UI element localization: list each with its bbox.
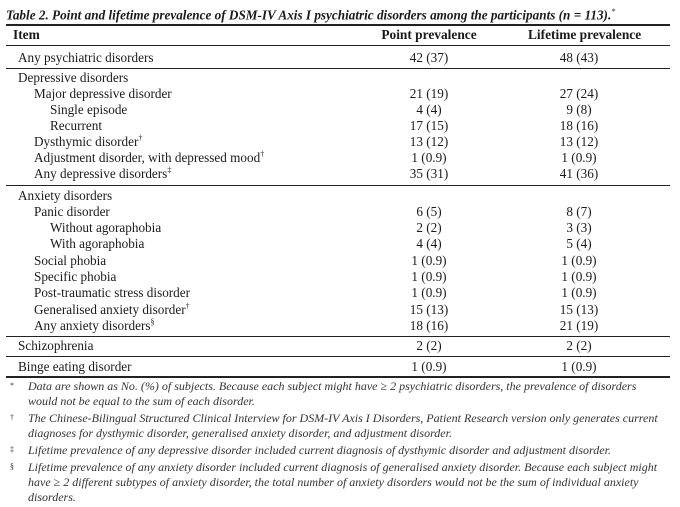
lifetime-value: 21 (19) <box>559 318 599 333</box>
footnote-text: The Chinese-Bilingual Structured Clinical Interview for DSM-IV Axis I Disorders, Patient Research version only generates current diagnoses for dysthymic disorder, generalised anxiety disorder, and adjustment disorder. <box>28 411 658 440</box>
header-point-prevalence: Point prevalence <box>381 27 477 42</box>
point-value: 6 (5) <box>416 204 442 219</box>
footnote-text: Data are shown as No. (%) of subjects. Because each subject might have ≥ 2 psychiatric disorders, the prevalence of disorders would not be equal to the sum of each disorder. <box>28 379 637 408</box>
row-label: Single episode <box>50 102 128 117</box>
point-value: 21 (19) <box>409 86 449 101</box>
footnote-mark: † <box>185 301 190 311</box>
point-value: 1 (0.9) <box>411 253 447 268</box>
row-label: Generalised anxiety disorder <box>34 302 186 317</box>
table-row <box>6 166 670 182</box>
table-row <box>6 359 670 375</box>
row-label: With agoraphobia <box>50 236 145 251</box>
lifetime-value: 27 (24) <box>559 86 599 101</box>
footnote <box>6 379 674 409</box>
section-rule <box>6 68 670 69</box>
footnote <box>6 411 674 441</box>
footnote-mark: § <box>150 317 155 327</box>
row-label: Binge eating disorder <box>18 359 132 374</box>
table-row <box>6 269 670 285</box>
table-row <box>6 86 670 102</box>
lifetime-value: 1 (0.9) <box>561 253 597 268</box>
table-row <box>6 253 670 269</box>
table-row <box>6 285 670 301</box>
row-label: Panic disorder <box>34 204 110 219</box>
row-label: Major depressive disorder <box>34 86 172 101</box>
lifetime-value: 2 (2) <box>566 338 592 353</box>
footnote-mark: † <box>260 149 265 159</box>
point-value: 18 (16) <box>409 318 449 333</box>
header-item: Item <box>13 27 40 42</box>
point-value: 35 (31) <box>409 166 449 181</box>
row-label: Any anxiety disorders <box>34 318 151 333</box>
row-label: Any depressive disorders <box>34 166 168 181</box>
lifetime-value: 13 (12) <box>559 134 599 149</box>
lifetime-value: 48 (43) <box>559 50 599 65</box>
lifetime-value: 9 (8) <box>566 102 592 117</box>
row-label: Specific phobia <box>34 269 117 284</box>
header-rule <box>6 45 670 46</box>
footnote-mark: † <box>138 133 143 143</box>
lifetime-value: 1 (0.9) <box>561 359 597 374</box>
header-row <box>6 27 670 43</box>
footnote-symbol: * <box>10 381 14 390</box>
point-value: 42 (37) <box>409 50 449 65</box>
point-value: 1 (0.9) <box>411 285 447 300</box>
point-value: 2 (2) <box>416 338 442 353</box>
point-value: 15 (13) <box>409 302 449 317</box>
row-label: Post-traumatic stress disorder <box>34 285 191 300</box>
row-label: Schizophrenia <box>18 338 94 353</box>
table-row <box>6 220 670 236</box>
section-rule <box>6 185 670 186</box>
point-value: 1 (0.9) <box>411 269 447 284</box>
row-label: Social phobia <box>34 253 107 268</box>
point-value: 1 (0.9) <box>411 150 447 165</box>
section-label: Depressive disorders <box>18 70 129 85</box>
table-row <box>6 150 670 166</box>
footnote <box>6 443 674 458</box>
caption-text: Table 2. Point and lifetime prevalence of DSM-IV Axis I psychiatric disorders among the participants (n = 113). <box>6 7 612 23</box>
table-row <box>6 338 670 354</box>
point-value: 4 (4) <box>416 236 442 251</box>
lifetime-value: 3 (3) <box>566 220 592 235</box>
header-lifetime-prevalence: Lifetime prevalence <box>528 27 642 42</box>
point-value: 2 (2) <box>416 220 442 235</box>
row-label: Adjustment disorder, with depressed mood <box>34 150 261 165</box>
table-row <box>6 188 670 204</box>
footnote-mark: ‡ <box>167 165 172 175</box>
lifetime-value: 1 (0.9) <box>561 269 597 284</box>
table-row <box>6 102 670 118</box>
point-value: 17 (15) <box>409 118 449 133</box>
footnote-symbol: † <box>10 413 14 422</box>
lifetime-value: 5 (4) <box>566 236 592 251</box>
bottom-rule <box>6 376 670 378</box>
footnote-text: Lifetime prevalence of any depressive disorder included current diagnosis of dysthymic disorder and adjustment disorder. <box>28 443 611 457</box>
table-row <box>6 236 670 252</box>
table-row <box>6 50 670 66</box>
top-rule <box>6 24 670 26</box>
table-row <box>6 70 670 86</box>
table-row <box>6 204 670 220</box>
footnotes <box>6 379 674 507</box>
row-label: Without agoraphobia <box>50 220 162 235</box>
lifetime-value: 8 (7) <box>566 204 592 219</box>
point-value: 4 (4) <box>416 102 442 117</box>
footnote <box>6 460 674 505</box>
table-row <box>6 118 670 134</box>
lifetime-value: 41 (36) <box>559 166 599 181</box>
section-rule <box>6 336 670 337</box>
table-row <box>6 318 670 334</box>
lifetime-value: 15 (13) <box>559 302 599 317</box>
caption-footnote-mark: * <box>611 7 616 16</box>
table-row <box>6 134 670 150</box>
row-label: Dysthymic disorder <box>34 134 139 149</box>
section-label: Anxiety disorders <box>18 188 113 203</box>
lifetime-value: 1 (0.9) <box>561 150 597 165</box>
lifetime-value: 1 (0.9) <box>561 285 597 300</box>
footnote-symbol: ‡ <box>10 445 14 454</box>
section-rule <box>6 356 670 357</box>
point-value: 13 (12) <box>409 134 449 149</box>
row-label: Recurrent <box>50 118 102 133</box>
table-caption <box>6 3 674 24</box>
lifetime-value: 18 (16) <box>559 118 599 133</box>
point-value: 1 (0.9) <box>411 359 447 374</box>
table-row <box>6 302 670 318</box>
footnote-symbol: § <box>10 462 14 471</box>
row-label: Any psychiatric disorders <box>18 50 154 65</box>
footnote-text: Lifetime prevalence of any anxiety disorder included current diagnosis of generalised anxiety disorder. Because each subject might have ≥ 2 different subtypes of anxiety disorder, the total number of anxiety disorders would not be the sum of individual anxiety disorders. <box>28 460 658 504</box>
